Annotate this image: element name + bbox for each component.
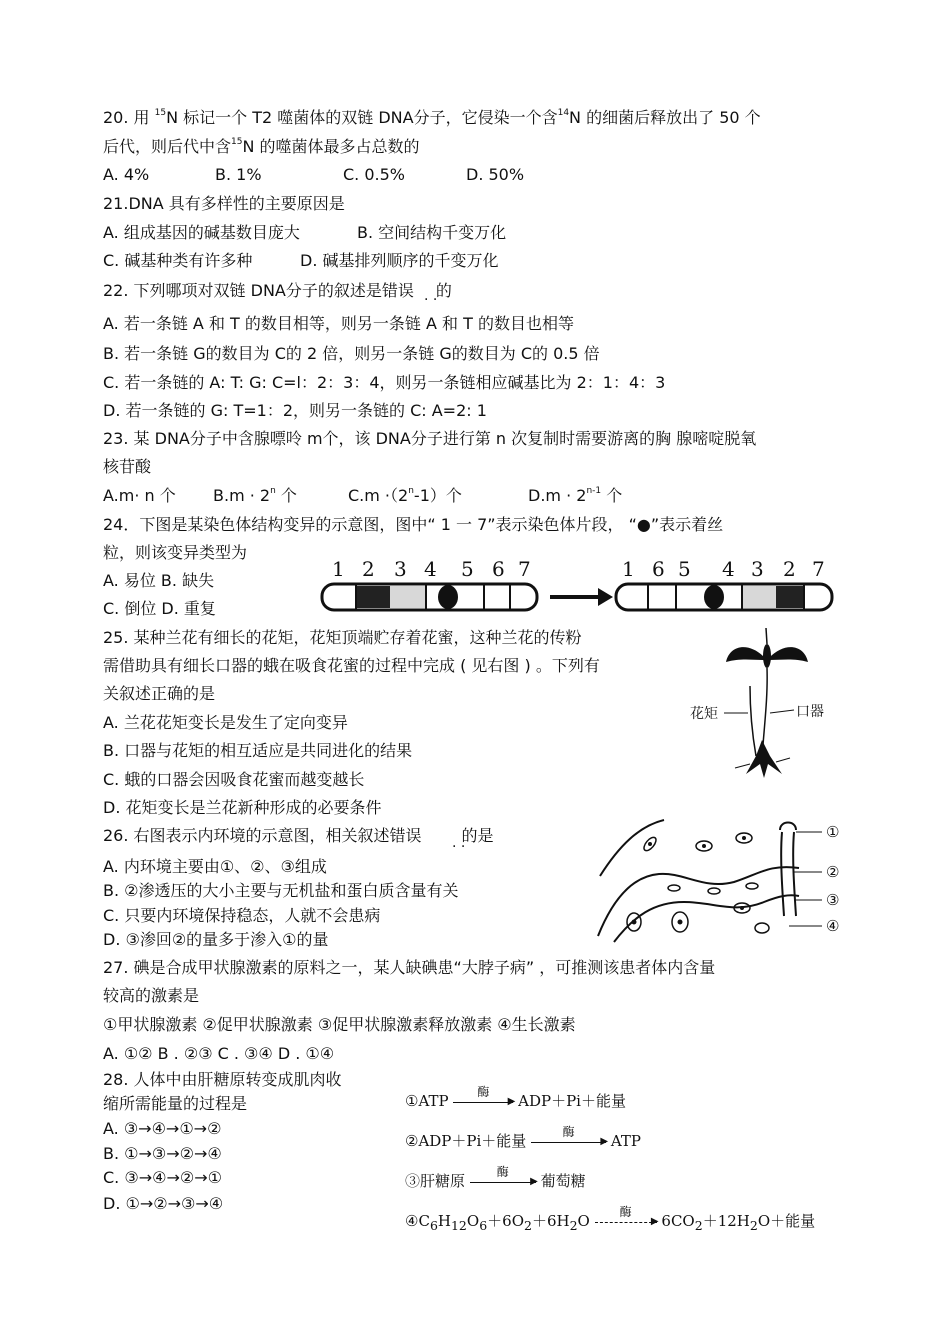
internal-environment-figure [594,816,849,944]
orchid-flower-icon [735,740,790,778]
q24-stem: 24．下图是某染色体结构变异的示意图，图中“ 1 一 7”表示染色体片段， “●”表示着丝 [103,515,724,534]
emphasis-dots: · · [424,292,438,308]
cell-boundary-top [600,820,664,876]
q28-option-a: A. ③→④→①→② [103,1119,222,1138]
enzyme-arrow: 酶 ▶ [453,1092,513,1112]
chromosome-mutated [616,584,832,610]
equation-2: ②ADP＋Pi＋能量 酶 ▶ ATP [405,1125,641,1150]
q25-stem: 25. 某种兰花有细长的花矩，花矩顶端贮存着花蜜，这种兰花的传粉 [103,628,582,647]
q28-stem2: 缩所需能量的过程是 [103,1094,248,1113]
label-right-2: 2 [783,557,796,581]
label-left-6: 6 [492,557,505,581]
q23-option-b: $B.m \cdot 2^n$ 个 [213,486,297,505]
capillary-wall-lower [614,895,799,942]
q27-items: ①甲状腺激素 ②促甲状腺激素 ③促甲状腺激素释放激素 ④生长激素 [103,1015,576,1034]
q23-stem: 23. 某 DNA分子中含腺嘌呤 m个，该 DNA分子进行第 n 次复制时需要游离的胸 腺嘧啶脱氧 [103,429,757,448]
q26-stem: 26. 右图表示内环境的示意图，相关叙述错误 的是 [103,826,494,845]
label-4: ④ [826,917,840,935]
q27-stem: 27. 碘是合成甲状腺激素的原料之一，某人缺碘患“大脖子病” ，可推测该患者体内含量 [103,958,716,977]
orchid-moth-figure [690,628,845,786]
q25-option-a: A. 兰花花矩变长是发生了定向变异 [103,713,348,732]
label-right-1: 1 [622,557,635,581]
equation-1: ①ATP 酶 ▶ ADP＋Pi＋能量 [405,1085,626,1110]
q21-option-a: A. 组成基因的碱基数目庞大 [103,223,300,242]
q27-stem2: 较高的激素是 [103,986,200,1005]
q22-option-c: C. 若一条链的 A: T: G: C=l：2：3：4，则另一条链相应碱基比为 2：1：4：3 [103,373,666,392]
label-right-7: 7 [812,557,825,581]
emphasis-dots: · · [452,839,466,855]
label-3: ③ [826,891,840,909]
q21-option-c: C. 碱基种类有许多种 [103,251,253,270]
label-left-1: 1 [332,557,345,581]
q28-option-d: D. ①→②→③→④ [103,1194,224,1213]
q25-option-d: D. 花矩变长是兰花新种形成的必要条件 [103,798,382,817]
q24-stem2: 粒，则该变异类型为 [103,543,248,562]
q26-option-d: D. ③渗回②的量多于渗入①的量 [103,930,329,949]
q28-option-c: C. ③→④→②→① [103,1168,222,1187]
q24-option-cd: C. 倒位 D. 重复 [103,599,216,618]
label-right-4: 4 [722,557,735,581]
q25-option-c: C. 蛾的口器会因吸食花蜜而越变越长 [103,770,365,789]
q28-option-b: B. ①→③→②→④ [103,1144,222,1163]
q22-option-a: A. 若一条链 A 和 T 的数目相等，则另一条链 A 和 T 的数目也相等 [103,314,574,333]
q23-option-d: $D.m \cdot 2^{n-1}$ 个 [528,486,623,505]
q22-stem: 22. 下列哪项对双链 DNA分子的叙述是错误 的 [103,281,452,300]
chromosome-original [322,584,537,610]
q24-option-ab: A. 易位 B. 缺失 [103,571,215,590]
q20-stem-line2: 后代，则后代中含$^{15}$N 的噬菌体最多占总数的 [103,137,420,156]
q21-option-b: B. 空间结构千变万化 [357,223,507,242]
equation-4: $④C_6H_{12}O_6+6O_2+6H_2O$ 酶 ▶ $6CO_2+12H_2O+$能量 [405,1205,816,1233]
label-mouthpart: 口器 [796,704,824,720]
arrow-icon [550,588,613,606]
label-right-6: 6 [652,557,665,581]
q21-stem: 21.DNA 具有多样性的主要原因是 [103,194,345,213]
q27-options: A. ①② B . ②③ C . ③④ D . ①④ [103,1044,335,1063]
enzyme-arrow: 酶 ▶ [470,1172,536,1192]
q26-option-a: A. 内环境主要由①、②、③组成 [103,857,327,876]
q23-option-c: $C.m \cdot(2^n-1)$个 [348,486,462,505]
label-left-3: 3 [394,557,407,581]
label-spur: 花矩 [690,706,718,722]
label-right-3: 3 [751,557,764,581]
lymph-vessel-end [780,823,796,831]
q26-option-c: C. 只要内环境保持稳态，人就不会患病 [103,906,381,925]
label-left-4: 4 [424,557,437,581]
q25-option-b: B. 口器与花矩的相互适应是共同进化的结果 [103,741,413,760]
nectar-spur [750,686,756,756]
q20-option-b: B. 1% [215,165,262,184]
label-left-2: 2 [362,557,375,581]
label-1: ① [826,823,840,841]
q26-option-b: B. ②渗透压的大小主要与无机盐和蛋白质含量有关 [103,881,459,900]
label-right-5: 5 [678,557,691,581]
q23-stem2: 核苷酸 [103,457,152,476]
q28-stem: 28. 人体中由肝糖原转变成肌肉收 [103,1070,342,1089]
enzyme-arrow: 酶 ▶ [531,1132,606,1152]
q21-option-d: D. 碱基排列顺序的千变万化 [300,251,499,270]
enzyme-arrow: 酶 ▶ [595,1212,657,1232]
chromosome-diagram [318,550,838,620]
equation-3: ③肝糖原 酶 ▶ 葡萄糖 [405,1165,586,1190]
q20-option-c: C. 0.5% [343,165,405,184]
q25-stem2: 需借助具有细长口器的蛾在吸食花蜜的过程中完成 ( 见右图 ) 。下列有 [103,656,600,675]
q25-stem3: 关叙述正确的是 [103,684,216,703]
q23-option-a: A.m· n 个 [103,486,176,505]
q22-option-d: D. 若一条链的 G: T=1：2，则另一条链的 C: A=2: 1 [103,401,487,420]
label-2: ② [826,863,840,881]
label-left-5: 5 [461,557,474,581]
moth-icon [726,628,808,668]
q22-option-b: B. 若一条链 G的数目为 C的 2 倍，则另一条链 G的数目为 C的 0.5 倍 [103,344,600,363]
q20-option-a: A. 4% [103,165,150,184]
lymph-vessel-left [781,832,784,916]
q20-stem-line1: 20. 用 $^{15}$N 标记一个 T2 噬菌体的双链 DNA分子，它侵染一个含$^{14}$N 的细菌后释放出了 50 个 [103,108,761,127]
lymph-vessel-right [793,832,796,916]
label-left-7: 7 [518,557,531,581]
q20-option-d: D. 50% [466,165,525,184]
